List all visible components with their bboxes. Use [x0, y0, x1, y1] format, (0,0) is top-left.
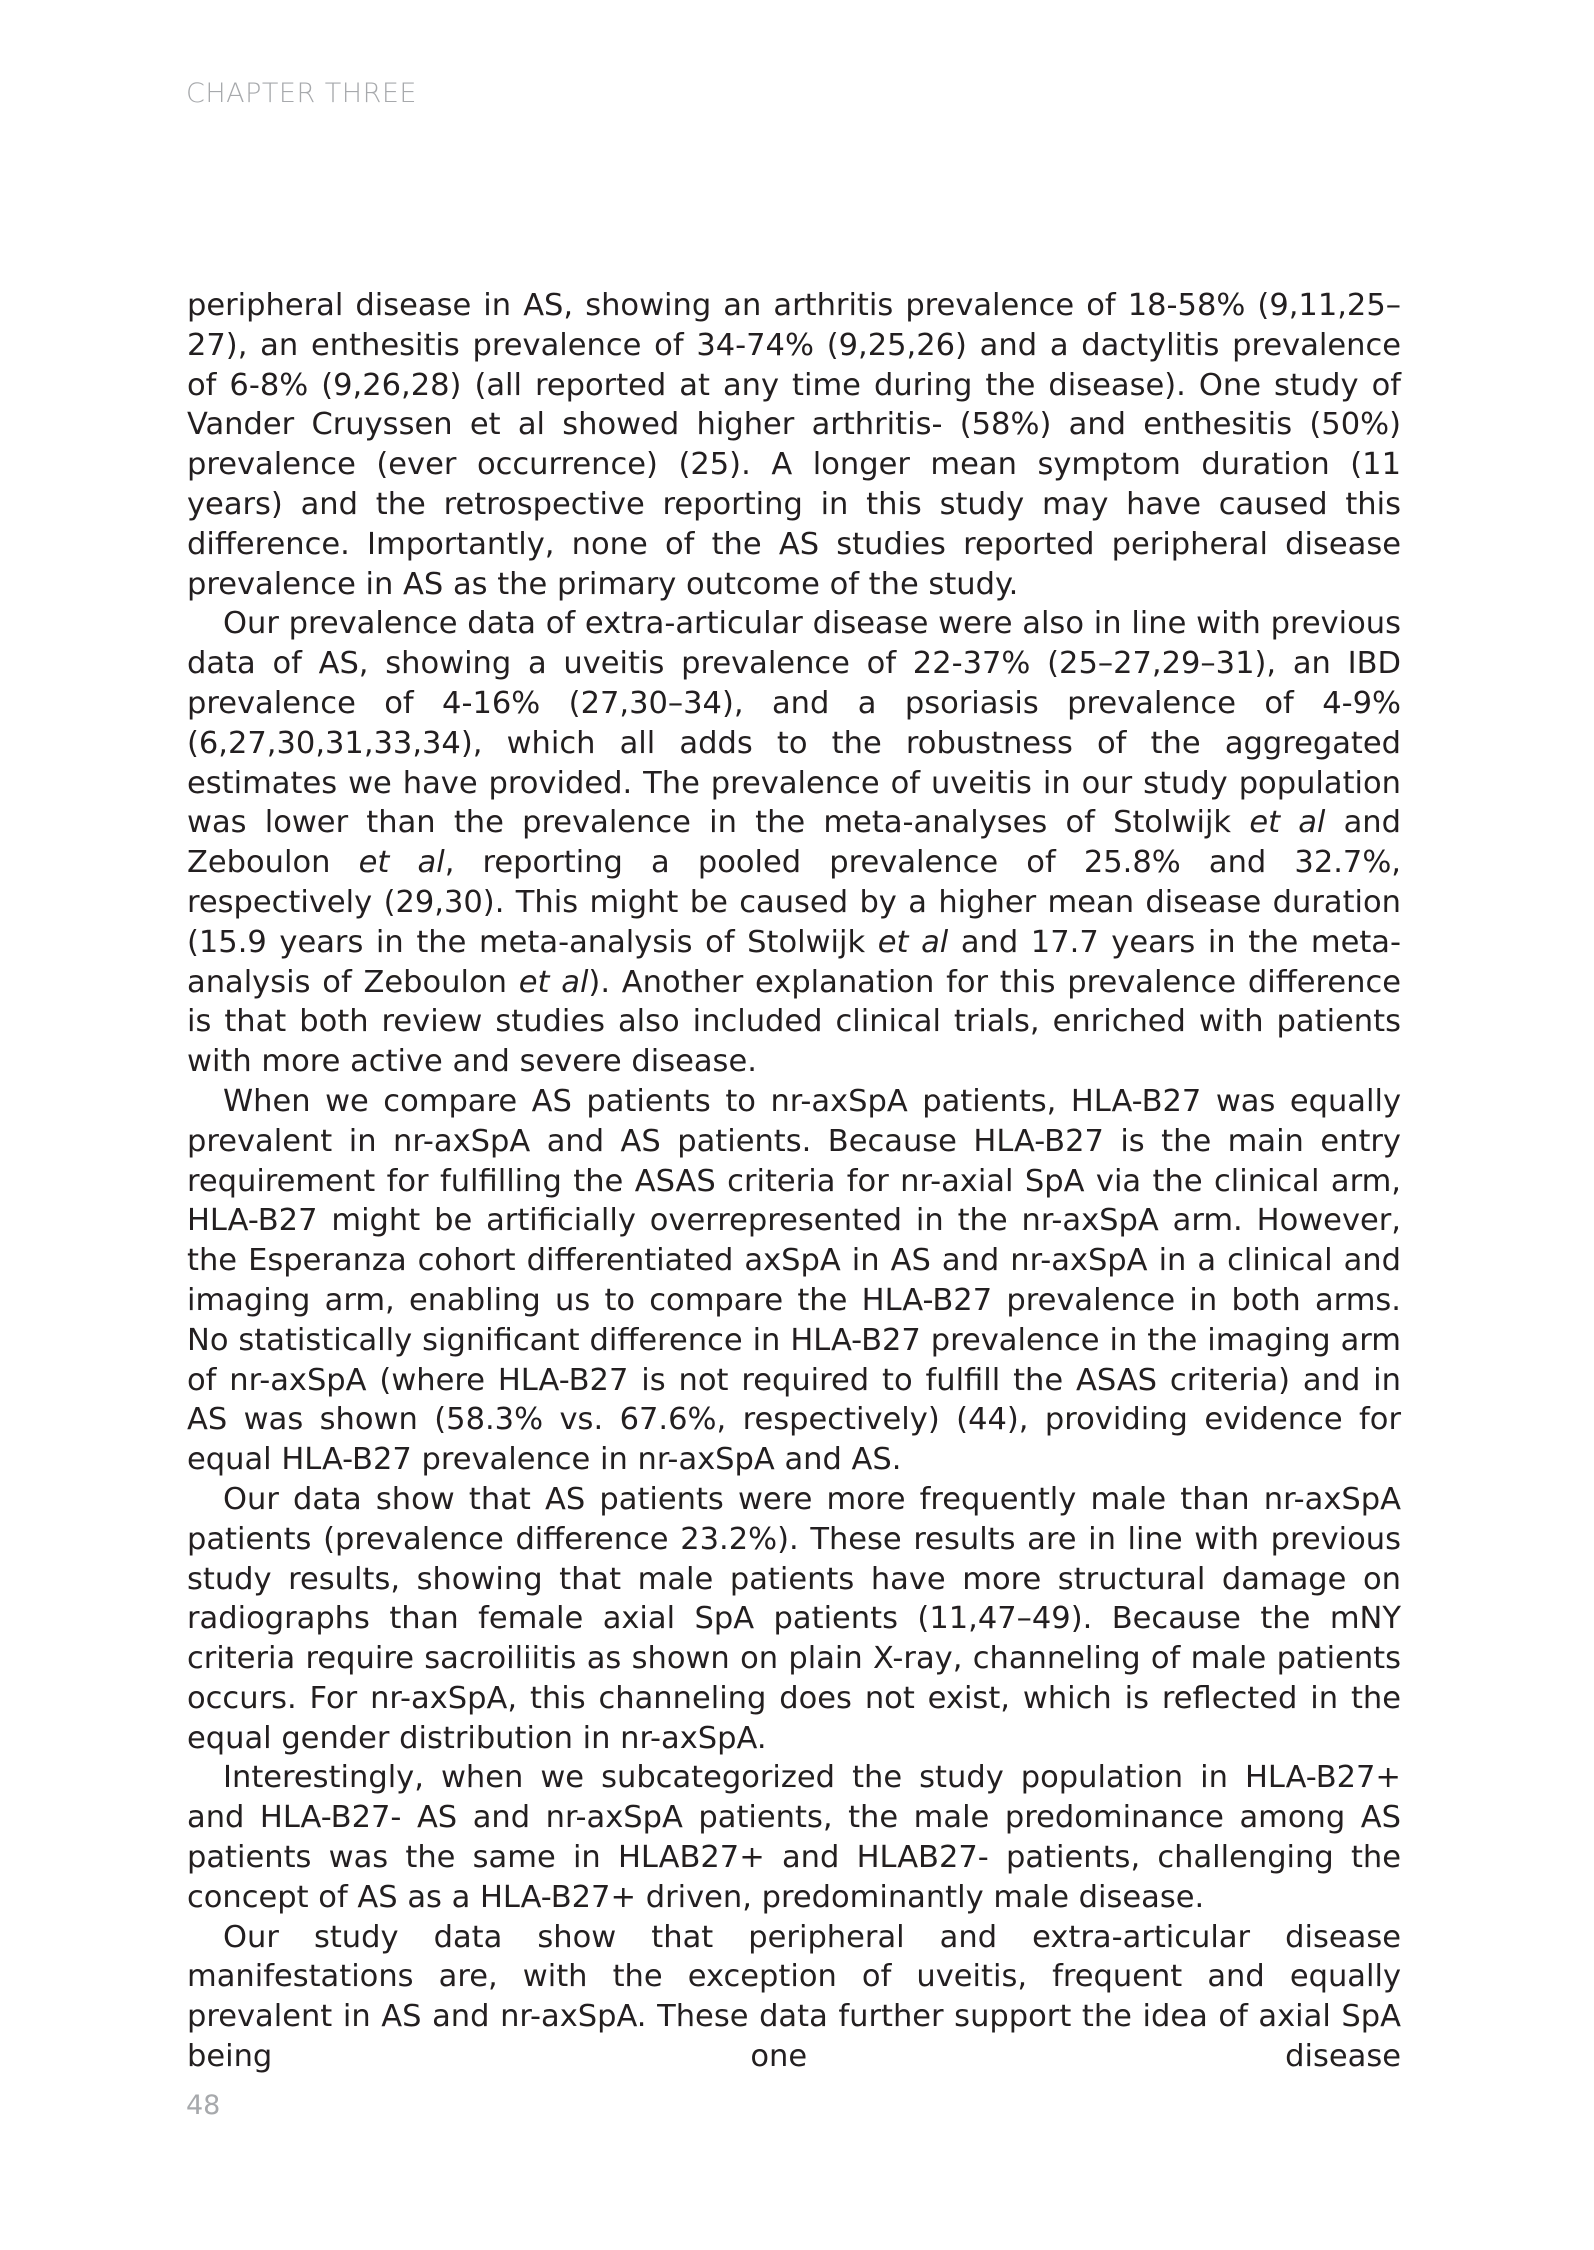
text-segment: and 17.7 years in the meta-analysis of Zeboulon: [187, 924, 1401, 1000]
paragraph-subcategorized: Interestingly, when we subcategorized the study population in HLA-B27+ and HLA-B27- AS and nr-axSpA patients, the male predominance among AS patients was the same in HLAB27+ and HLAB27- patients, challenging the concept of AS as a HLA-B27+ driven, predominantly male disease.: [187, 1760, 1401, 1915]
paragraph-extra-articular: [187, 604, 1401, 1082]
body-text: [187, 286, 1401, 2077]
italic-et-al: et al: [358, 845, 445, 881]
running-head: CHAPTER THREE: [186, 78, 417, 109]
page-number: 48: [186, 2090, 221, 2121]
text-segment: , reporting a pooled prevalence of 25.8% and 32.7%, respectively (29,30). This might be caused by a higher mean disease duration (15.9 years in the meta-analysis of Stolwijk: [187, 845, 1401, 960]
italic-et-al: et al: [518, 964, 589, 1000]
italic-et-al: et al: [1249, 805, 1326, 841]
paragraph-peripheral-disease: peripheral disease in AS, showing an arthritis prevalence of 18-58% (9,11,25–27), an enthesitis prevalence of 34-74% (9,25,26) and a dactylitis prevalence of 6-8% (9,26,28) (all reported at any time during the disease). One study of Vander Cruyssen et al showed higher arthritis- (58%) and enthesitis (50%) prevalence (ever occurrence) (25). A longer mean symptom duration (11 years) and the retrospective reporting in this study may have caused this difference. Importantly, none of the AS studies reported peripheral disease prevalence in AS as the primary outcome of the study.: [187, 288, 1401, 602]
italic-et-al: et al: [877, 924, 949, 960]
paragraph-conclusion: Our study data show that peripheral and extra-articular disease manifestations are, with the exception of uveitis, frequent and equally prevalent in AS and nr-axSpA. These data further support the idea of axial SpA being one disease: [187, 1919, 1401, 2075]
paragraph-gender: Our data show that AS patients were more frequently male than nr-axSpA patients (prevalence difference 23.2%). These results are in line with previous study results, showing that male patients have more structural damage on radiographs than female axial SpA patients (11,47–49). Because the mNY criteria require sacroiliitis as shown on plain X-ray, channeling of male patients occurs. For nr-axSpA, this channeling does not exist, which is reflected in the equal gender distribution in nr-axSpA.: [187, 1481, 1401, 1756]
text-segment: Our prevalence data of extra-articular disease were also in line with previous data of AS, showing a uveitis prevalence of 22-37% (25–27,29–31), an IBD prevalence of 4-16% (27,30–34), and a psoriasis prevalence of 4-9% (6,27,30,31,33,34), which all adds to the robustness of the aggregated estimates we have provided. The prevalence of uveitis in our study population was lower than the prevalence in the meta-analyses of Stolwijk: [187, 606, 1401, 841]
paragraph-hla-b27-comparison: When we compare AS patients to nr-axSpA patients, HLA-B27 was equally prevalent in nr-axSpA and AS patients. Because HLA-B27 is the main entry requirement for fulfilling the ASAS criteria for nr-axial SpA via the clinical arm, HLA-B27 might be artificially overrepresented in the nr-axSpA arm. However, the Esperanza cohort differentiated axSpA in AS and nr-axSpA in a clinical and imaging arm, enabling us to compare the HLA-B27 prevalence in both arms. No statistically significant difference in HLA-B27 prevalence in the imaging arm of nr-axSpA (where HLA-B27 is not required to fulfill the ASAS criteria) and in AS was shown (58.3% vs. 67.6%, respectively) (44), providing evidence for equal HLA-B27 prevalence in nr-axSpA and AS.: [187, 1083, 1401, 1478]
text-segment: ). Another explanation for this prevalence difference is that both review studies also included clinical trials, enriched with patients with more active and severe disease.: [187, 964, 1401, 1080]
text-segment: and Zeboulon: [187, 805, 1401, 881]
